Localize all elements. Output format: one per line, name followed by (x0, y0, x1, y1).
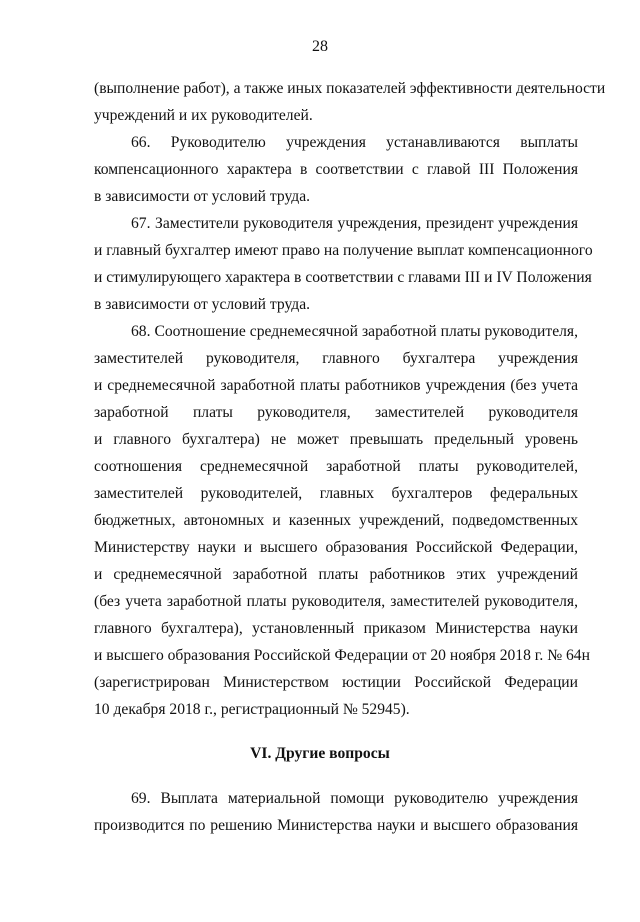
text-line: заработной платы руководителя, заместителей руководителя (94, 404, 578, 421)
text-line: заместителей руководителя, главного бухгалтера учреждения (94, 350, 578, 367)
text-line: в зависимости от условий труда. (94, 296, 311, 313)
text-line: 10 декабря 2018 г., регистрационный № 52945). (94, 701, 410, 718)
text-line: и высшего образования Российской Федерации от 20 ноября 2018 г. № 64н (94, 647, 590, 664)
text-line: и главный бухгалтер имеют право на получение выплат компенсационного (94, 242, 593, 259)
text-line: соотношения среднемесячной заработной платы руководителей, (94, 458, 578, 475)
text-line: главного бухгалтера), установленный приказом Министерства науки (94, 620, 578, 637)
text-line: (без учета заработной платы руководителя, заместителей руководителя, (94, 593, 578, 610)
text-line: и главного бухгалтера) не может превышать предельный уровень (94, 431, 578, 448)
text-line: (выполнение работ), а также иных показателей эффективности деятельности (94, 80, 606, 97)
text-line: и среднемесячной заработной платы работников этих учреждений (94, 566, 578, 583)
text-line: (зарегистрирован Министерством юстиции Российской Федерации (94, 674, 578, 691)
text-line: 67. Заместители руководителя учреждения, президент учреждения (131, 215, 578, 232)
text-line: и среднемесячной заработной платы работников учреждения (без учета (94, 377, 578, 394)
text-line: 68. Соотношение среднемесячной заработной платы руководителя, (131, 323, 578, 340)
text-line: заместителей руководителей, главных бухгалтеров федеральных (94, 485, 578, 502)
text-line: бюджетных, автономных и казенных учреждений, подведомственных (94, 512, 578, 529)
text-line: в зависимости от условий труда. (94, 188, 311, 205)
page-number: 28 (312, 38, 328, 55)
section-heading: VI. Другие вопросы (250, 745, 390, 762)
text-line: 69. Выплата материальной помощи руководителю учреждения (131, 790, 578, 807)
text-line: учреждений и их руководителей. (94, 107, 313, 124)
text-line: и стимулирующего характера в соответствии с главами III и IV Положения (94, 269, 592, 286)
text-line: компенсационного характера в соответствии с главой III Положения (94, 161, 578, 178)
text-line: Министерству науки и высшего образования Российской Федерации, (94, 539, 578, 556)
text-line: производится по решению Министерства науки и высшего образования (94, 817, 578, 834)
text-line: 66. Руководителю учреждения устанавливаются выплаты (131, 134, 578, 151)
